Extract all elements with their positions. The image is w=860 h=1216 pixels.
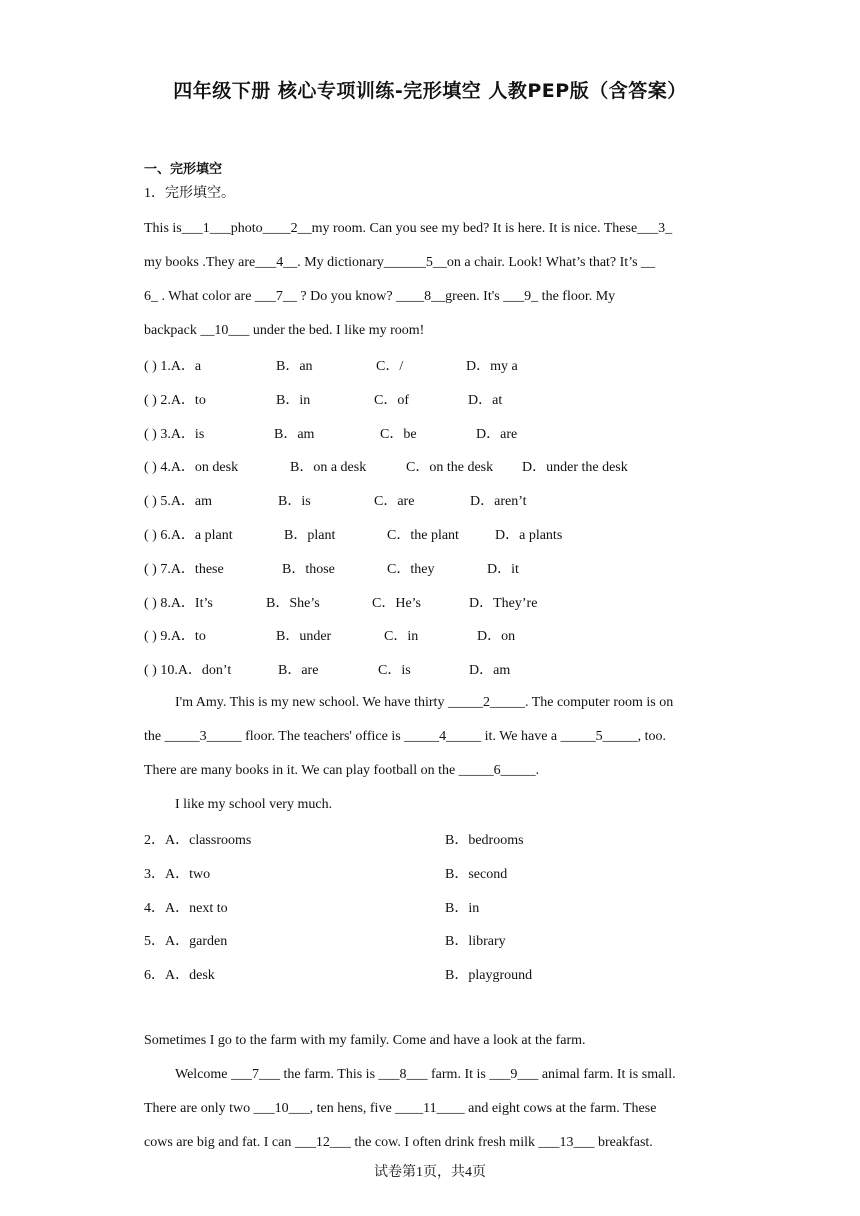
option-d: D．under the desk [522, 460, 628, 476]
option-d: D．are [476, 426, 518, 442]
passage1-line: my books .They are___4__. My dictionary______5__on a chair. Look! What’s that? It’s __ [144, 255, 656, 270]
page-title: 四年级下册 核心专项训练-完形填空 人教PEP版（含答案） [173, 80, 687, 102]
option-d: D．am [469, 663, 511, 679]
option-b: B．in [276, 392, 311, 408]
passage1-line: This is___1___photo____2__my room. Can you see my bed? It is here. It is nice. These___3_ [144, 221, 673, 236]
option-b: B．an [276, 359, 313, 374]
option-d: D．They’re [469, 595, 538, 611]
option-b: B．on a desk [290, 460, 367, 476]
question-number-option-a: ( ) 7.A．these [144, 561, 224, 577]
question-number-option-a: ( ) 10.A．don’t [144, 663, 232, 679]
option-c: C．/ [376, 359, 404, 374]
option-a: 2．A．classrooms [144, 833, 252, 848]
option-c: C．is [378, 663, 411, 679]
passage3-line: Sometimes I go to the farm with my family. Come and have a look at the farm. [144, 1033, 586, 1048]
question-number-option-a: ( ) 4.A．on desk [144, 460, 239, 476]
option-c: C．are [374, 494, 415, 510]
option-d: D．it [487, 561, 519, 577]
option-d: D．aren’t [470, 494, 527, 510]
passage3-line: cows are big and fat. I can ___12___ the cow. I often drink fresh milk ___13___ breakfast. [144, 1135, 653, 1150]
passage2-line: I like my school very much. [175, 797, 333, 812]
option-c: C．on the desk [406, 460, 494, 476]
option-d: D．my a [466, 359, 518, 374]
option-b: B．bedrooms [445, 833, 524, 848]
option-b: B．under [276, 629, 332, 645]
option-c: C．of [374, 392, 409, 408]
question-number-option-a: ( ) 1.A．a [144, 359, 202, 374]
option-b: B．those [282, 561, 335, 577]
option-c: C．He’s [372, 595, 421, 611]
option-b: B．second [445, 866, 508, 882]
passage2-line: There are many books in it. We can play football on the _____6_____. [144, 763, 540, 778]
option-b: B．library [445, 934, 506, 950]
page-footer: 试卷第1页，共4页 [374, 1165, 486, 1180]
section-heading: 一、完形填空 [144, 162, 223, 177]
option-d: D．on [477, 629, 516, 645]
option-b: B．in [445, 900, 480, 916]
question-number-option-a: ( ) 8.A．It’s [144, 595, 213, 611]
question-number-option-a: ( ) 6.A．a plant [144, 528, 233, 543]
option-b: B．plant [284, 528, 336, 543]
option-a: 3．A．two [144, 866, 211, 882]
passage3-line: Welcome ___7___ the farm. This is ___8___ farm. It is ___9___ animal farm. It is small. [175, 1067, 676, 1082]
question-number-option-a: ( ) 2.A．to [144, 392, 206, 408]
passage1-line: 6_ . What color are ___7__ ? Do you know? ____8__green. It's ___9_ the floor. My [144, 289, 616, 304]
passage3-line: There are only two ___10___, ten hens, five ____11____ and eight cows at the farm. These [144, 1101, 657, 1116]
option-c: C．they [387, 561, 435, 577]
passage2-line: the _____3_____ floor. The teachers' office is _____4_____ it. We have a _____5_____, too. [144, 729, 667, 744]
option-b: B．She’s [266, 595, 320, 611]
option-d: D．at [468, 392, 503, 408]
option-b: B．playground [445, 968, 533, 984]
option-a: 6．A．desk [144, 968, 215, 984]
option-c: C．be [380, 426, 417, 442]
passage1-line: backpack __10___ under the bed. I like my room! [144, 323, 425, 338]
option-a: 4．A．next to [144, 900, 228, 916]
option-a: 5．A．garden [144, 934, 228, 950]
option-b: B．are [278, 663, 319, 679]
question-heading: 1．完形填空。 [144, 186, 235, 201]
question-number-option-a: ( ) 5.A．am [144, 494, 213, 510]
passage2-line: I'm Amy. This is my new school. We have thirty _____2_____. The computer room is on [175, 695, 674, 710]
option-b: B．is [278, 494, 311, 510]
question-number-option-a: ( ) 3.A．is [144, 426, 205, 442]
option-c: C．the plant [387, 528, 459, 543]
option-d: D．a plants [495, 528, 563, 543]
question-number-option-a: ( ) 9.A．to [144, 629, 206, 645]
option-c: C．in [384, 629, 419, 645]
option-b: B．am [274, 426, 315, 442]
